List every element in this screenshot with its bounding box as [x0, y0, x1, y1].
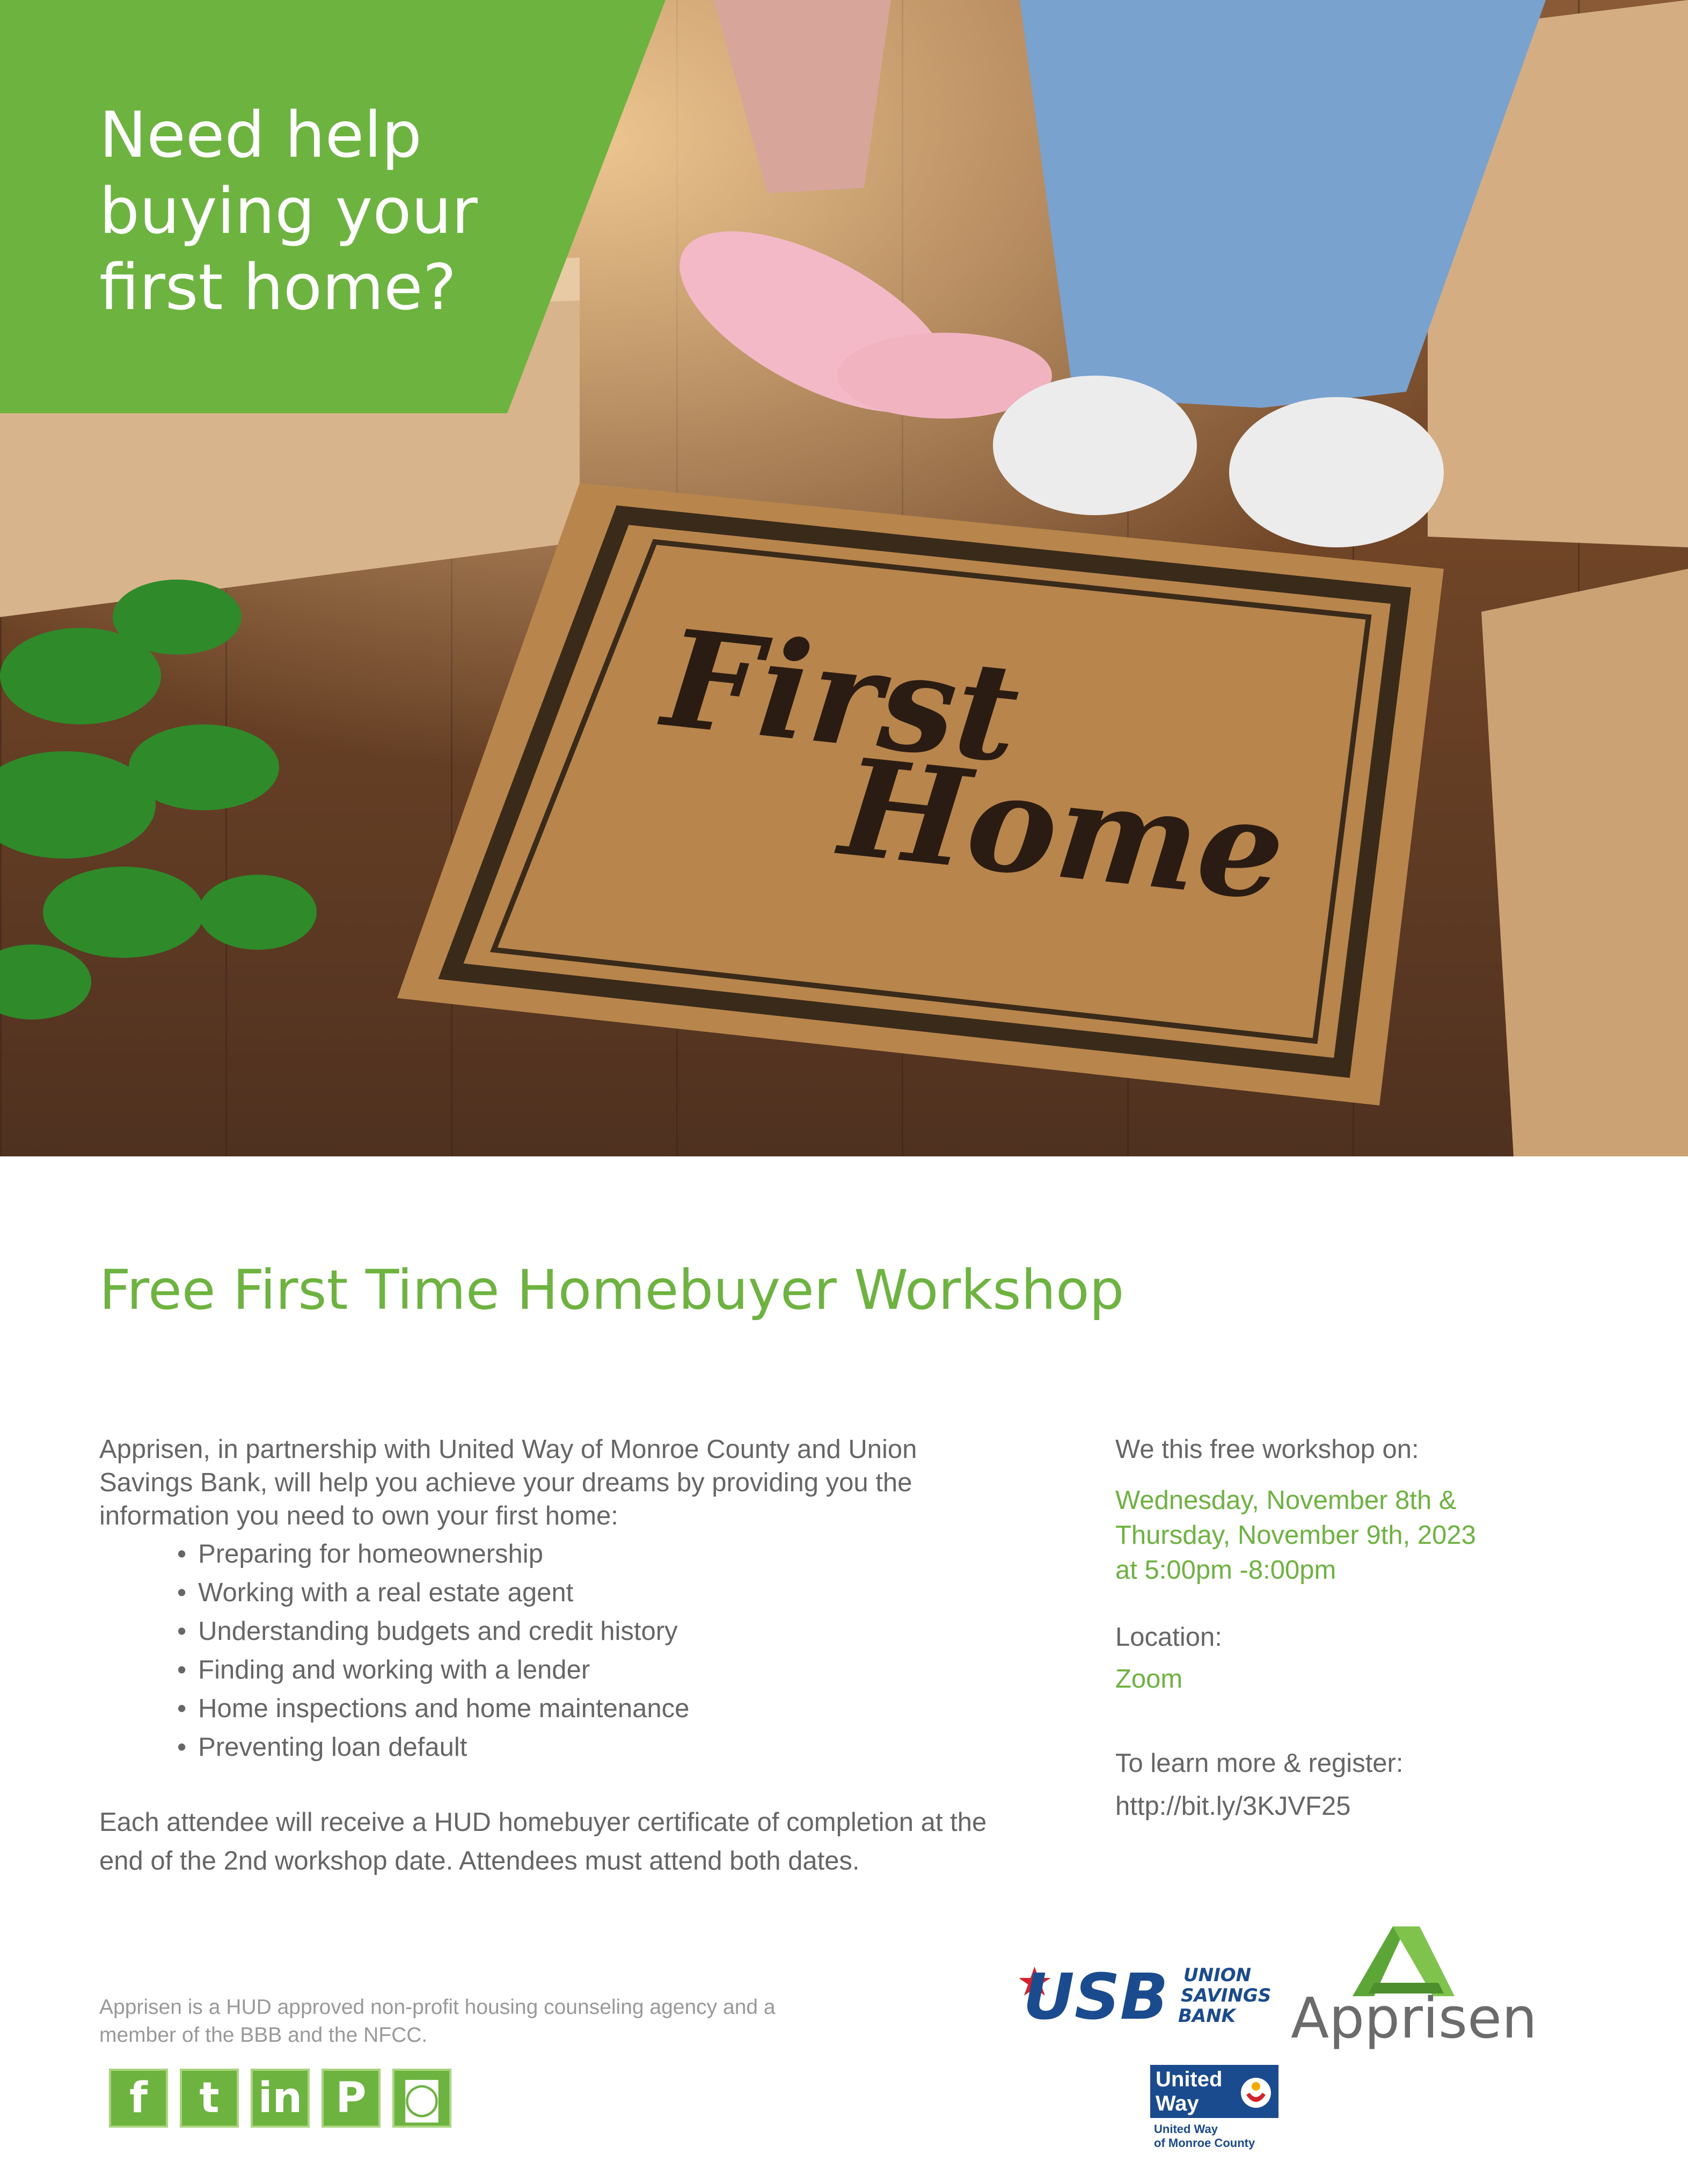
list-item: • Preparing for homeownership: [177, 1535, 689, 1573]
headline: Need help buying your first home?: [99, 98, 478, 324]
intro-paragraph: Apprisen, in partnership with United Way of Monroe County and Union Savings Bank, will help you achieve your dreams by providing you the information you need to own your first home:: [99, 1435, 917, 1530]
facebook-icon[interactable]: f: [109, 2069, 168, 2128]
schedule-time: at 5:00pm -8:00pm: [1115, 1556, 1336, 1585]
svg-text:BANK: BANK: [1178, 2005, 1236, 2027]
svg-text:USB: USB: [1023, 1960, 1168, 2028]
mat-text-first: First: [656, 599, 1026, 793]
schedule-lead: We this free workshop on:: [1115, 1435, 1419, 1464]
apprisen-logo-text: Apprisen: [1291, 1985, 1537, 2051]
instagram-icon[interactable]: ◙: [392, 2069, 451, 2128]
usb-logo: [1020, 1959, 1283, 2028]
svg-text:UNION: UNION: [1183, 1965, 1252, 1986]
disclaimer: Apprisen is a HUD approved non-profit housing counseling agency and a member of the BBB and the NFCC.: [99, 1996, 776, 2047]
united-way-logo: United Way United Way of Monroe County: [1149, 2063, 1288, 2163]
list-item: • Understanding budgets and credit history: [177, 1612, 689, 1651]
schedule-date-1: Wednesday, November 8th &: [1115, 1486, 1457, 1515]
pinterest-icon[interactable]: P: [321, 2069, 381, 2128]
list-item: • Preventing loan default: [177, 1728, 689, 1767]
schedule-date-2: Thursday, November 9th, 2023: [1115, 1521, 1476, 1550]
social-links: [109, 2069, 451, 2128]
white-shoe-right: [1229, 397, 1444, 547]
mat-text-home: Home: [834, 728, 1292, 932]
page-title: Free First Time Homebuyer Workshop: [99, 1258, 1124, 1322]
cardboard-box-right-bottom: [1481, 569, 1688, 1156]
certificate-note: Each attendee will receive a HUD homebuyer certificate of completion at the end of the 2nd workshop date. Attendees must attend both dates.: [99, 1808, 987, 1875]
linkedin-icon[interactable]: in: [251, 2069, 310, 2128]
list-item: • Finding and working with a lender: [177, 1651, 689, 1689]
register-label: To learn more & register:: [1115, 1749, 1404, 1778]
svg-text:SAVINGS: SAVINGS: [1181, 1985, 1272, 2006]
register-link[interactable]: http://bit.ly/3KJVF25: [1115, 1792, 1351, 1821]
twitter-icon[interactable]: t: [180, 2069, 239, 2128]
topics-list: [177, 1535, 689, 1767]
list-item: • Working with a real estate agent: [177, 1573, 689, 1612]
list-item: • Home inspections and home maintenance: [177, 1689, 689, 1728]
location-label: Location:: [1115, 1623, 1222, 1652]
united-way-hand-icon: [1240, 2077, 1272, 2109]
white-shoe-left: [993, 376, 1197, 515]
location-value: Zoom: [1115, 1665, 1183, 1694]
